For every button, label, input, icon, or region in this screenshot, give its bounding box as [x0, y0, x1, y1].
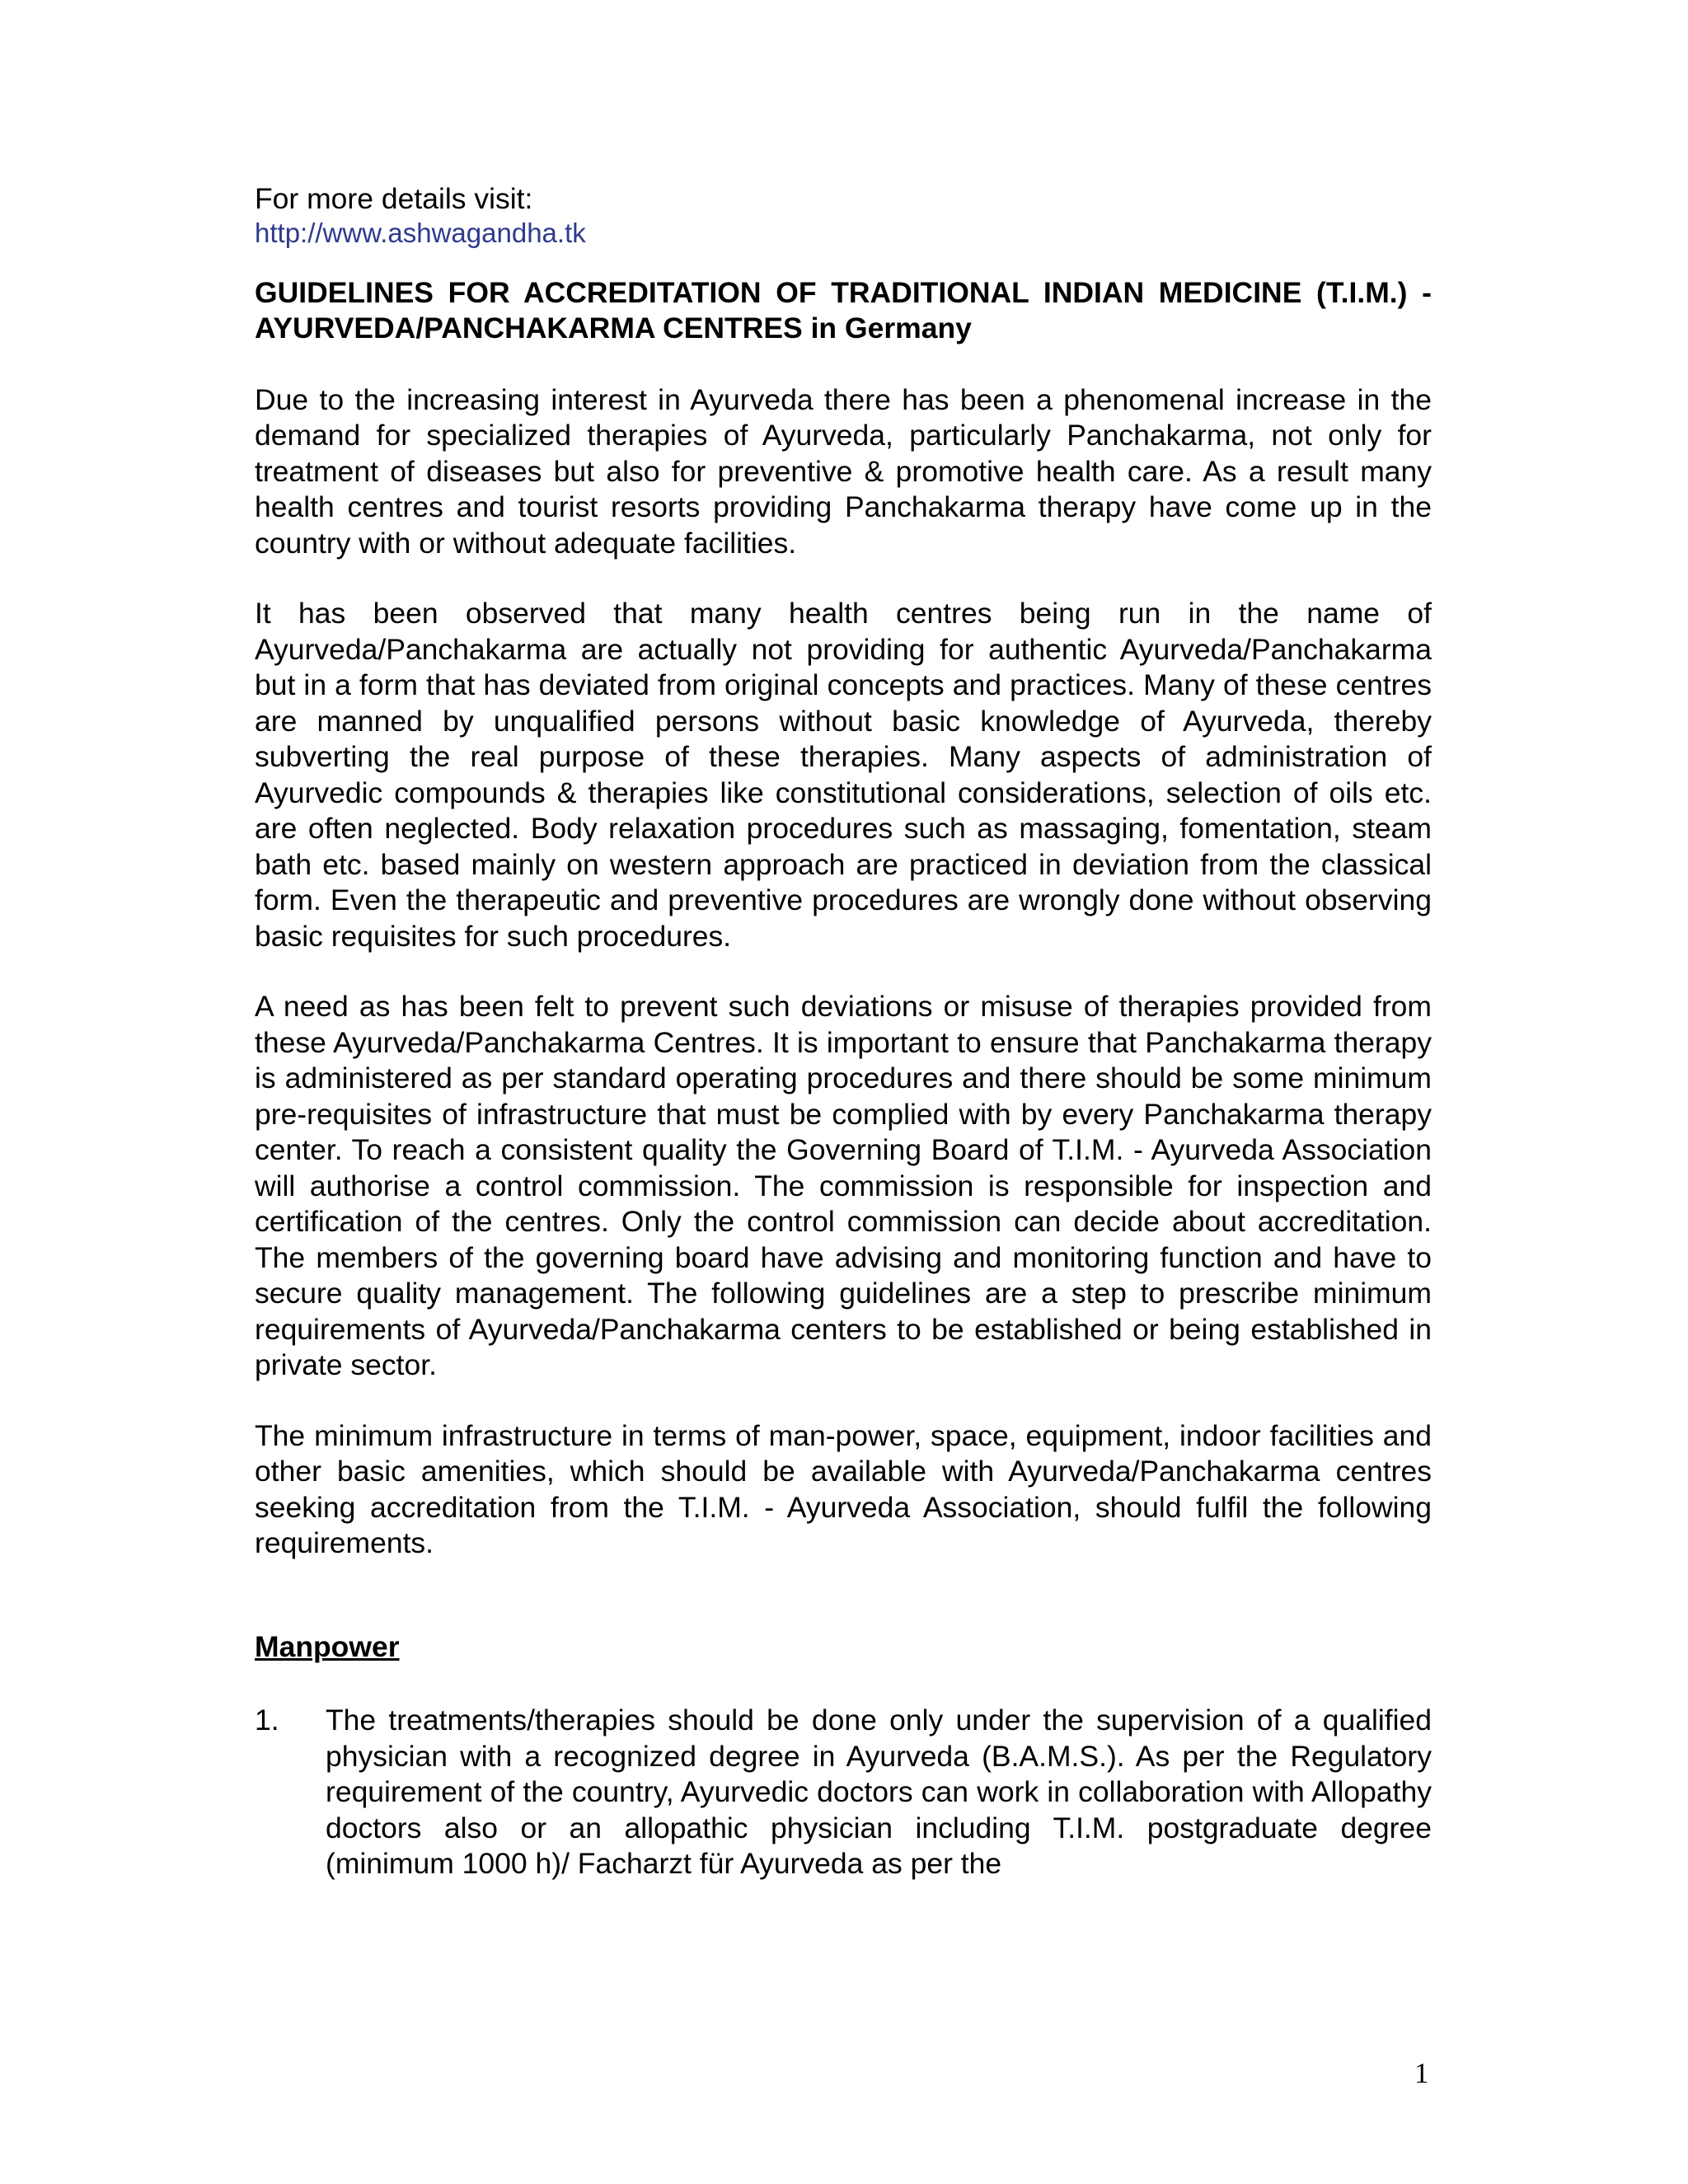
website-link[interactable]: http://www.ashwagandha.tk [255, 217, 586, 248]
list-item-number: 1. [255, 1704, 279, 1736]
list-item-text: The treatments/therapies should be done only under the supervision of a qualified physician with a recognized degree in Ayurveda (B.A.M.S.). As per the Regulatory requirement of the country, Ayurvedic doctors can work in collaboration with Allopathy doctors also or an allopathic physician including T.I.M. postgraduate degree (minimum 1000 h)/ Facharzt für Ayurveda as per the [326, 1704, 1432, 1880]
page-number: 1 [1414, 2057, 1429, 2089]
intro-text: For more details visit: [255, 182, 533, 215]
paragraph-3: A need as has been felt to prevent such deviations or misuse of therapies provided from these Ayurveda/Panchakarma Centres. It is important to ensure that Panchakarma therapy is administered as per standard operating procedures and there should be some minimum pre-requisites of infrastructure that must be complied with by every Panchakarma therapy center. To reach a consistent quality the Governing Board of T.I.M. - Ayurveda Association will authorise a control commission. The commission is responsible for inspection and certification of the centres. Only the control commission can decide about accreditation. The members of the governing board have advising and monitoring function and have to secure quality management. The following guidelines are a step to prescribe minimum requirements of Ayurveda/Panchakarma centers to be established or being established in private sector. [255, 990, 1432, 1381]
manpower-list [255, 1703, 1432, 1882]
paragraph-4: The minimum infrastructure in terms of man-power, space, equipment, indoor facilities and other basic amenities, which should be available with Ayurveda/Panchakarma centres seeking accreditation from the T.I.M. - Ayurveda Association, should fulfil the following requirements. [255, 1418, 1432, 1559]
page-content [255, 181, 1432, 1882]
list-item [255, 1703, 1432, 1882]
paragraph-2: It has been observed that many health centres being run in the name of Ayurveda/Panchakarma are actually not providing for authentic Ayurveda/Panchakarma but in a form that has deviated from original concepts and practices. Many of these centres are manned by unqualified persons without basic knowledge of Ayurveda, thereby subverting the real purpose of these therapies. Many aspects of administration of Ayurvedic compounds & therapies like constitutional considerations, selection of oils etc. are often neglected. Body relaxation procedures such as massaging, fomentation, steam bath etc. based mainly on western approach are practiced in deviation from the classical form. Even the therapeutic and preventive procedures are wrongly done without observing basic requisites for such procedures. [255, 597, 1432, 953]
paragraph-1: Due to the increasing interest in Ayurveda there has been a phenomenal increase in the demand for specialized therapies of Ayurveda, particularly Panchakarma, not only for treatment of diseases but also for preventive & promotive health care. As a result many health centres and tourist resorts providing Panchakarma therapy have come up in the country with or without adequate facilities. [255, 382, 1432, 560]
section-heading-manpower: Manpower [255, 1629, 400, 1663]
document-title: GUIDELINES FOR ACCREDITATION OF TRADITIONAL INDIAN MEDICINE (T.I.M.) - AYURVEDA/PANCHAKARMA CENTRES in Germany [255, 275, 1432, 344]
